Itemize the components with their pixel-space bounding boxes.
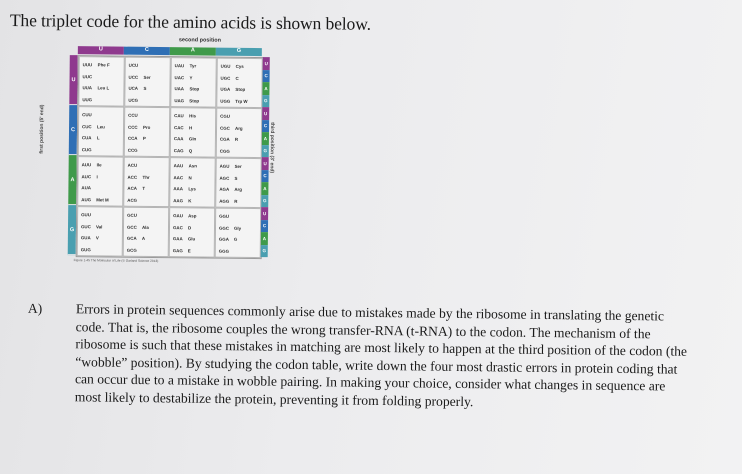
codon-cell [78, 56, 125, 106]
amino-acid: V [95, 235, 99, 241]
codon: UUA [82, 85, 92, 91]
codon-line [174, 112, 213, 120]
third-position-g: G [262, 95, 269, 108]
codon-line [128, 111, 167, 119]
codon-line [83, 72, 122, 80]
amino-acid: Glu [187, 236, 196, 242]
codon: AUU [81, 162, 92, 168]
amino-acid: L [96, 135, 100, 141]
codon: CGU [220, 113, 230, 120]
codon-line [173, 196, 212, 204]
amino-acid: N [188, 175, 192, 181]
codon-cell [123, 157, 170, 207]
codon: AUA [81, 185, 91, 191]
codon: CAG [173, 147, 184, 154]
codon: UCG [128, 97, 139, 103]
codon-line [220, 147, 259, 155]
codon-grid [76, 55, 264, 259]
codon-line [127, 234, 166, 242]
amino-acid: Arg [234, 187, 242, 193]
amino-acid: Leu L [97, 85, 110, 91]
codon-line [174, 162, 213, 170]
codon: CCC [128, 124, 138, 130]
codon-line [174, 135, 213, 143]
codon-line [220, 97, 259, 105]
codon-line [128, 161, 167, 169]
codon: UUU [82, 62, 93, 68]
codon: UGU [220, 63, 231, 70]
third-position-a: A [261, 182, 268, 195]
codon: GUA [80, 235, 91, 241]
codon-cell [216, 108, 263, 158]
question-a [27, 300, 692, 413]
amino-acid: Met M [96, 197, 109, 203]
codon: GUU [81, 212, 91, 218]
amino-acid: D [187, 225, 192, 231]
codon: UCU [128, 62, 139, 69]
amino-acid: R [234, 198, 238, 204]
col-header-a: A [170, 47, 216, 55]
codon: ACG [127, 197, 138, 203]
codon-cell [216, 58, 263, 108]
row-header-u: U [69, 55, 78, 105]
question-body [27, 300, 692, 413]
codon: CUU [82, 112, 92, 118]
codon: GCA [126, 235, 137, 242]
codon-line [219, 197, 258, 205]
codon-line [81, 184, 120, 192]
third-position-a: A [261, 232, 268, 245]
amino-acid: Ser [143, 74, 151, 80]
codon: UGA [220, 86, 231, 93]
codon-line [128, 96, 167, 104]
codon-line [127, 173, 166, 181]
third-position-g: G [261, 195, 268, 208]
amino-acid: Stop [189, 86, 200, 92]
codon-line [81, 211, 120, 219]
codon-line [128, 84, 167, 92]
codon-line [220, 135, 259, 143]
amino-acid: Lys [188, 186, 196, 192]
amino-acid: His [189, 113, 197, 119]
codon-line [127, 196, 166, 204]
col-header-c: C [124, 47, 170, 55]
codon: GUG [80, 246, 91, 253]
codon: CUA [81, 135, 92, 141]
third-position-c: C [261, 220, 268, 233]
row-header-a: A [68, 155, 77, 205]
amino-acid: Val [95, 224, 103, 230]
codon-line [173, 246, 212, 254]
codon-line [81, 172, 120, 180]
codon-line [82, 95, 121, 103]
third-position-u: U [262, 107, 269, 120]
third-position-u: U [261, 207, 268, 220]
codon-cell [123, 207, 170, 257]
amino-acid: Arg [235, 125, 243, 131]
amino-acid: A [141, 236, 146, 242]
codon-line [173, 223, 212, 231]
codon: CAA [173, 136, 184, 142]
codon-line [175, 62, 214, 70]
codon-line [174, 123, 213, 131]
codon-line [82, 161, 121, 169]
codon-line [81, 195, 120, 203]
amino-acid: Phe F [97, 62, 110, 68]
codon: GGC [218, 225, 230, 231]
codon-line [81, 245, 120, 253]
codon-line [128, 146, 167, 154]
codon-line [127, 184, 166, 192]
codon-line [219, 185, 258, 193]
amino-acid: Stop [189, 98, 200, 104]
codon-line [219, 235, 258, 243]
codon: GUC [80, 223, 91, 230]
third-position-c: C [263, 70, 270, 83]
codon-line [127, 211, 166, 219]
third-position-c: C [261, 170, 268, 183]
codon: CUC [82, 123, 92, 130]
codon-cell [215, 208, 262, 258]
third-position-c: C [262, 120, 269, 133]
row-header-g: G [68, 205, 77, 255]
col-header-u: U [78, 46, 124, 54]
amino-acid: K [188, 198, 192, 204]
codon: AAU [173, 163, 184, 169]
codon-line [219, 174, 258, 182]
amino-acid: T [142, 186, 146, 192]
question-line: four most drastic errors in protein coding that can occur due to a mistake in wobble pairing. In [74, 358, 678, 390]
codon: GAG [172, 247, 183, 254]
codon-line [220, 124, 259, 132]
amino-acid: S [143, 86, 147, 92]
amino-acid: Ala [141, 224, 149, 230]
codon: CCG [127, 147, 138, 153]
amino-acid: E [187, 248, 191, 254]
amino-acid: Cys [235, 64, 244, 70]
codon: CGG [219, 148, 230, 154]
codon-line [128, 134, 167, 142]
amino-acid: Stop [235, 87, 246, 93]
amino-acid: Y [189, 75, 193, 81]
codon: CCA [127, 135, 138, 142]
codon: UAC [174, 74, 185, 81]
codon-line [173, 235, 212, 243]
third-position-label: third position (3' end) [268, 122, 276, 174]
codon: AAG [173, 197, 184, 204]
codon-line [175, 73, 214, 81]
codon-line [220, 85, 259, 93]
codon-line [82, 134, 121, 142]
first-position-label: first position (5' end) [38, 104, 46, 154]
amino-acid: Pro [143, 124, 151, 130]
amino-acid: R [234, 137, 239, 143]
codon-line [83, 61, 122, 69]
codon: CGC [220, 125, 230, 131]
codon-line [174, 96, 213, 104]
codon: ACU [127, 162, 138, 169]
third-position-g: G [261, 245, 268, 258]
codon-line [82, 122, 121, 130]
codon-line [82, 145, 121, 153]
codon-line [82, 111, 121, 119]
amino-acid: Tyr [189, 63, 197, 69]
codon-cell [169, 157, 216, 207]
codon: AUG [81, 196, 92, 203]
codon: GGU [219, 213, 230, 220]
codon-line [127, 246, 166, 254]
codon: UCA [128, 85, 138, 92]
codon: GAC [172, 224, 183, 231]
amino-acid: P [142, 136, 146, 142]
amino-acid: Gly [233, 225, 242, 231]
codon: UCC [128, 74, 139, 80]
codon-line [220, 112, 259, 120]
amino-acid: S [234, 175, 238, 181]
codon-line [81, 234, 120, 242]
codon-line [81, 222, 120, 230]
codon: AAA [173, 186, 183, 192]
codon-cell [169, 207, 216, 257]
third-position-g: G [262, 145, 269, 158]
amino-acid: Q [188, 148, 193, 154]
codon-line [127, 223, 166, 231]
codon: AGA [219, 186, 230, 193]
codon-table-figure [38, 36, 280, 266]
codon-cell [215, 158, 262, 208]
row-header-c: C [69, 105, 78, 155]
codon-line [173, 185, 212, 193]
codon: UAU [174, 63, 185, 69]
codon-line [219, 212, 258, 220]
question-line: the genetic code. That is, the ribosome couples the wrong transfer-RNA (t-RNA) to the codon. The [75, 307, 665, 340]
codon: GAA [172, 236, 183, 242]
question-line: mechanism of the ribosome is such that these mistakes in matching are most likely to happen at the [75, 324, 651, 357]
codon-cell [124, 107, 171, 157]
codon: GCG [126, 247, 137, 253]
amino-acid: H [189, 125, 193, 131]
codon: AGU [219, 163, 230, 170]
codon: AAC [173, 174, 184, 181]
third-position-a: A [262, 132, 269, 145]
codon-cell [77, 156, 124, 206]
codon-line [221, 74, 260, 82]
codon: CAC [174, 124, 184, 131]
codon-cell [170, 107, 217, 157]
codon-line [219, 224, 258, 232]
codon: UAA [174, 86, 184, 92]
codon-line [220, 162, 259, 170]
codon-cell [124, 57, 171, 107]
codon-line [221, 62, 260, 70]
intro-text: The triplet code for the amino acids is shown below. [9, 10, 372, 34]
amino-acid: Trp W [235, 98, 248, 104]
codon-line [219, 247, 258, 255]
codon: UAG [174, 97, 185, 104]
codon-line [173, 212, 212, 220]
codon-line [128, 123, 167, 131]
codon: GGA [218, 236, 229, 243]
codon: GCU [127, 212, 137, 219]
amino-acid: Gln [188, 136, 197, 142]
codon: GGG [218, 248, 230, 254]
amino-acid: Ser [234, 164, 242, 170]
codon: CAU [174, 113, 184, 119]
codon-cell [170, 57, 217, 107]
codon-line [174, 146, 213, 154]
codon: UGC [220, 75, 231, 81]
codon-line [129, 73, 168, 81]
codon-line [174, 85, 213, 93]
codon: GCC [126, 224, 137, 230]
codon: CGA [219, 136, 230, 143]
codon: AUC [81, 173, 92, 180]
amino-acid: C [235, 75, 239, 81]
question-line: preventing it from folding properly. [279, 391, 474, 410]
codon: UUG [82, 96, 93, 103]
codon: ACA [127, 185, 137, 192]
second-position-label: second position [178, 37, 222, 44]
third-position-a: A [262, 82, 269, 95]
codon-line [82, 84, 121, 92]
amino-acid: Leu [97, 124, 105, 130]
question-line: making your choice, consider what changes in sequence are most likely to destabilize the protein, [74, 374, 666, 407]
codon: AGG [219, 198, 230, 204]
codon: UGG [220, 98, 231, 104]
figure-caption: Figure 1-45 The Molecular of Life (© Garland Science 2013) [73, 258, 159, 264]
codon-line [173, 173, 212, 181]
question-label: A) [27, 300, 43, 316]
col-header-g: G [216, 48, 262, 56]
amino-acid: Thr [142, 174, 150, 180]
codon: GAU [173, 213, 183, 219]
codon: CUG [81, 146, 92, 153]
question-text [75, 301, 687, 409]
question-line: third position of the codon (the “wobble” position). By studying the codon table, write down the [75, 341, 688, 374]
codon-cell [77, 206, 124, 256]
amino-acid: G [233, 237, 238, 243]
codon-cell [78, 106, 125, 156]
amino-acid: I [96, 174, 98, 180]
third-position-u: U [262, 157, 269, 170]
amino-acid: Asn [188, 163, 197, 169]
codon-line [129, 61, 168, 69]
codon: ACC [127, 174, 138, 180]
codon: CCU [128, 112, 138, 119]
amino-acid: Asp [188, 213, 197, 219]
third-position-u: U [263, 57, 270, 70]
amino-acid: Ile [96, 162, 102, 168]
question-line: Errors in protein sequences commonly arise due to mistakes made by the ribosome in translating [75, 301, 602, 323]
codon: UUC [82, 73, 93, 80]
codon: AGC [219, 175, 230, 181]
